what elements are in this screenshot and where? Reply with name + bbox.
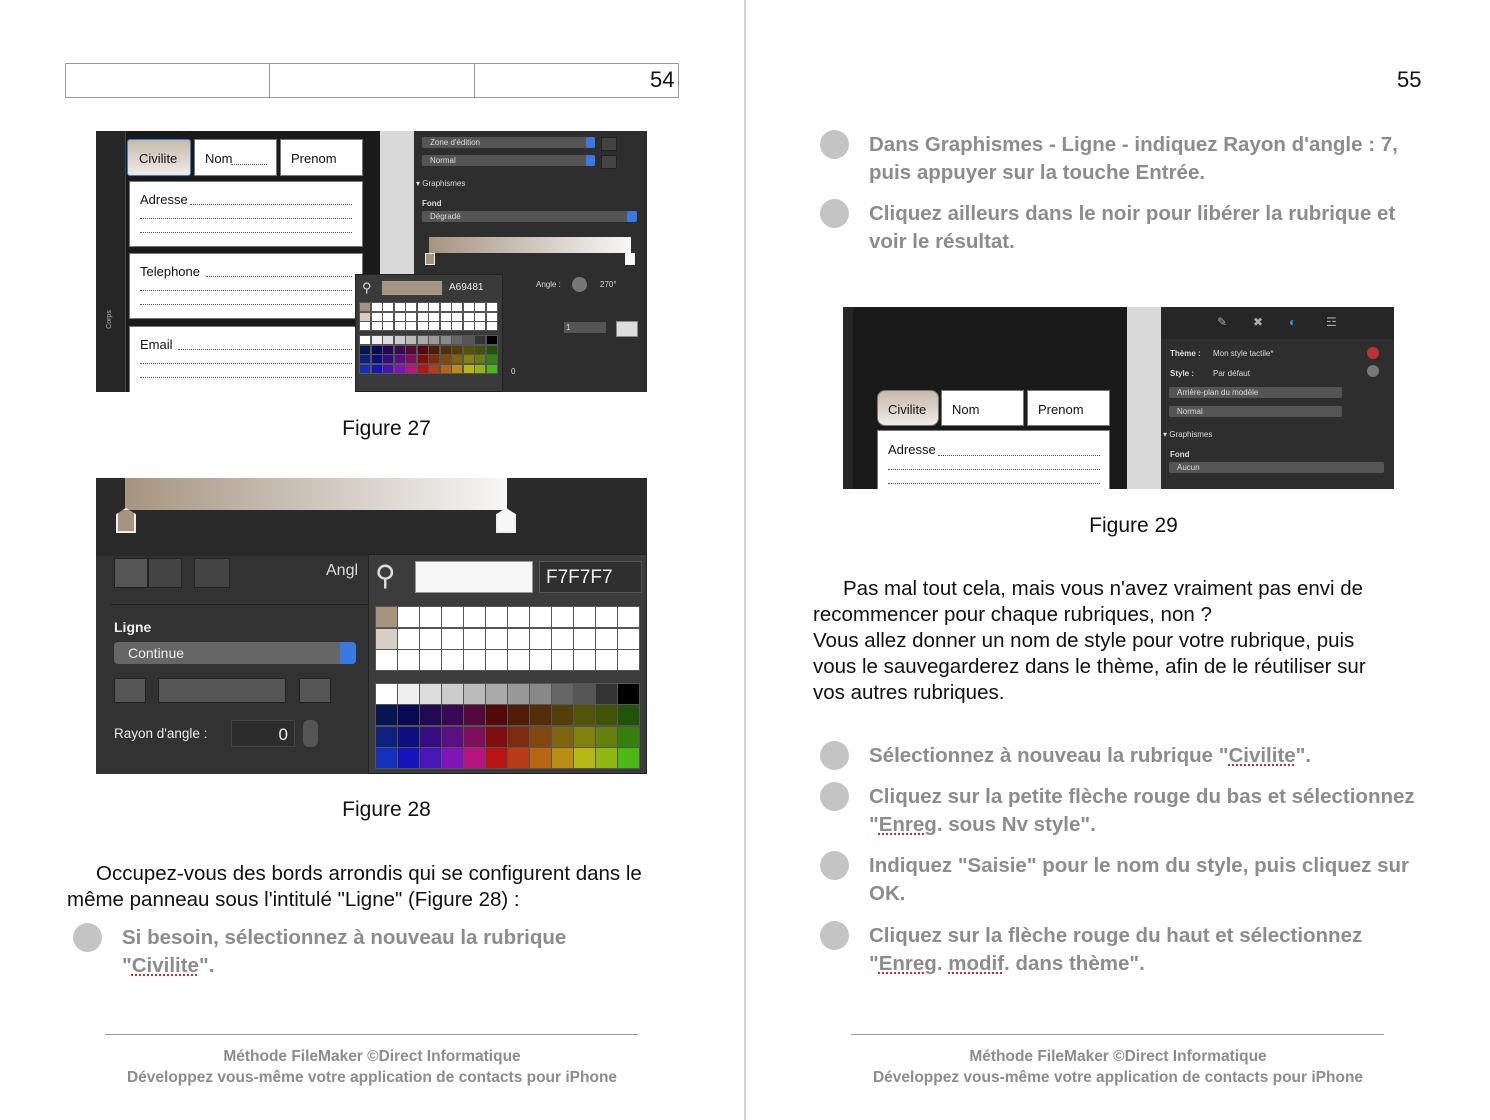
figure-28-screenshot: Angl Ligne Continue Rayon d'angle : 0 ⚲ F7F7F7 xyxy=(96,478,647,774)
color-swatch[interactable] xyxy=(574,684,595,704)
color-swatch[interactable] xyxy=(395,322,405,330)
color-picker-popup xyxy=(355,274,503,392)
color-swatch[interactable] xyxy=(441,303,451,311)
color-swatch[interactable] xyxy=(508,607,529,627)
normal-select[interactable]: Normal xyxy=(422,155,595,166)
color-swatch[interactable] xyxy=(398,650,419,670)
color-swatch[interactable] xyxy=(452,322,462,330)
color-swatch[interactable] xyxy=(464,705,485,725)
telephone-field[interactable]: Telephone xyxy=(129,253,363,319)
nom-field[interactable]: Nom xyxy=(941,390,1024,426)
color-picker-popup xyxy=(368,554,647,774)
color-swatch[interactable] xyxy=(376,748,397,768)
figure-28-caption: Figure 28 xyxy=(342,798,431,821)
bullet-item: Dans Graphismes - Ligne - indiquez Rayon d'angle : 7, puis appuyer sur la touche Entrée. xyxy=(820,131,1430,187)
color-swatch[interactable] xyxy=(508,650,529,670)
color-swatch[interactable] xyxy=(442,650,463,670)
color-swatch[interactable] xyxy=(487,355,497,363)
color-swatch[interactable] xyxy=(486,629,507,649)
color-swatch[interactable] xyxy=(418,346,428,354)
color-preview xyxy=(382,281,442,295)
right-page xyxy=(746,0,1490,1120)
bullet-dot xyxy=(73,923,102,952)
color-swatch[interactable] xyxy=(372,313,382,321)
color-swatch[interactable] xyxy=(618,629,639,649)
color-swatch[interactable] xyxy=(376,727,397,747)
color-swatch[interactable] xyxy=(574,748,595,768)
color-swatch[interactable] xyxy=(429,336,439,344)
color-swatch[interactable] xyxy=(596,629,617,649)
color-swatch[interactable] xyxy=(452,303,462,311)
color-swatch[interactable] xyxy=(464,303,474,311)
nom-field[interactable]: Nom xyxy=(194,139,277,176)
color-swatch[interactable] xyxy=(486,684,507,704)
color-swatch[interactable] xyxy=(372,303,382,311)
color-swatch[interactable] xyxy=(418,322,428,330)
paragraph: Pas mal tout cela, mais vous n'avez vraiment pas envi de recommencer pour chaque rubriques, non ? Vous allez donner un nom de style pour votre rubrique, puis vous le sauvegarderez dans le thème, afin de le réutiliser sur vos autres rubriques. xyxy=(813,577,1366,704)
fond-select[interactable]: Aucun xyxy=(1169,462,1384,473)
figure-27-caption: Figure 27 xyxy=(342,417,431,440)
color-swatch[interactable] xyxy=(464,748,485,768)
color-swatch[interactable] xyxy=(487,303,497,311)
color-swatch[interactable] xyxy=(395,355,405,363)
color-swatch[interactable] xyxy=(452,365,462,373)
color-swatch[interactable] xyxy=(442,727,463,747)
color-swatch[interactable] xyxy=(360,355,370,363)
color-swatch[interactable] xyxy=(618,684,639,704)
color-swatch[interactable] xyxy=(475,303,485,311)
color-swatch[interactable] xyxy=(508,727,529,747)
gradient-stop-right[interactable] xyxy=(625,253,635,265)
color-swatch[interactable] xyxy=(441,355,451,363)
color-swatch[interactable] xyxy=(441,336,451,344)
figure-29-caption: Figure 29 xyxy=(1089,514,1178,537)
color-swatch[interactable] xyxy=(372,365,382,373)
paragraph: Occupez-vous des bords arrondis qui se configurent dans le même panneau sous l'intitulé "Ligne" (Figure 28) : xyxy=(67,862,642,911)
color-swatch[interactable] xyxy=(429,365,439,373)
bullet-item: Indiquez "Saisie" pour le nom du style, puis cliquez sur OK. xyxy=(820,852,1430,908)
color-swatch[interactable] xyxy=(508,705,529,725)
color-swatch[interactable] xyxy=(360,346,370,354)
color-swatch[interactable] xyxy=(429,313,439,321)
color-swatch[interactable] xyxy=(464,322,474,330)
color-swatch[interactable] xyxy=(552,629,573,649)
color-swatch[interactable] xyxy=(418,336,428,344)
color-swatch[interactable] xyxy=(398,727,419,747)
color-swatch[interactable] xyxy=(464,336,474,344)
color-swatch[interactable] xyxy=(486,727,507,747)
color-swatch[interactable] xyxy=(508,748,529,768)
color-swatch[interactable] xyxy=(360,303,370,311)
color-swatch[interactable] xyxy=(383,303,393,311)
color-swatch[interactable] xyxy=(464,727,485,747)
color-swatch[interactable] xyxy=(574,629,595,649)
color-swatch[interactable] xyxy=(475,313,485,321)
color-swatch[interactable] xyxy=(464,650,485,670)
color-swatch[interactable] xyxy=(530,705,551,725)
color-swatch[interactable] xyxy=(486,650,507,670)
tools-icon[interactable]: ✖ xyxy=(1253,315,1264,329)
fond-select[interactable]: Dégradé xyxy=(422,211,637,222)
color-swatch[interactable] xyxy=(596,705,617,725)
color-swatch[interactable] xyxy=(574,607,595,627)
color-swatch[interactable] xyxy=(475,322,485,330)
color-swatch[interactable] xyxy=(618,748,639,768)
color-swatch[interactable] xyxy=(552,607,573,627)
color-swatch[interactable] xyxy=(383,313,393,321)
color-swatch[interactable] xyxy=(618,607,639,627)
color-swatch[interactable] xyxy=(618,727,639,747)
color-swatch[interactable] xyxy=(442,684,463,704)
color-swatch[interactable] xyxy=(618,650,639,670)
color-swatch[interactable] xyxy=(406,346,416,354)
color-swatch[interactable] xyxy=(376,684,397,704)
bullet-item: Cliquez ailleurs dans le noir pour libérer la rubrique et voir le résultat. xyxy=(820,200,1430,256)
color-swatch[interactable] xyxy=(420,607,441,627)
color-swatch[interactable] xyxy=(574,727,595,747)
color-swatch[interactable] xyxy=(486,705,507,725)
linear-gradient-button[interactable] xyxy=(114,558,148,588)
color-swatch[interactable] xyxy=(487,313,497,321)
color-swatch[interactable] xyxy=(420,727,441,747)
color-swatch[interactable] xyxy=(475,365,485,373)
color-swatch[interactable] xyxy=(487,322,497,330)
color-swatch[interactable] xyxy=(406,322,416,330)
footer: Méthode FileMaker ©Direct Informatique Développez vous-même votre application de contacts pour iPhone xyxy=(872,1048,1364,1086)
ligne-style-select[interactable]: Continue xyxy=(114,642,356,664)
color-swatch[interactable] xyxy=(395,303,405,311)
bullet-item: Cliquez sur la petite flèche rouge du bas et sélectionnez "Enreg. sous Nv style". xyxy=(820,783,1430,839)
color-swatch[interactable] xyxy=(464,607,485,627)
bullet-item: Sélectionnez à nouveau la rubrique "Civilite". xyxy=(820,742,1430,770)
color-swatch[interactable] xyxy=(508,684,529,704)
normal-select[interactable]: Normal xyxy=(1169,406,1342,417)
color-swatch[interactable] xyxy=(420,748,441,768)
color-swatch[interactable] xyxy=(360,365,370,373)
color-swatch[interactable] xyxy=(429,303,439,311)
color-swatch[interactable] xyxy=(429,355,439,363)
color-swatch[interactable] xyxy=(420,705,441,725)
color-swatch[interactable] xyxy=(418,303,428,311)
color-swatch[interactable] xyxy=(376,607,397,627)
color-swatch[interactable] xyxy=(475,355,485,363)
color-swatch[interactable] xyxy=(530,607,551,627)
color-swatch[interactable] xyxy=(372,346,382,354)
header-table xyxy=(65,63,679,98)
rayon-stepper[interactable] xyxy=(303,720,318,747)
color-swatch[interactable] xyxy=(398,705,419,725)
color-swatch[interactable] xyxy=(398,748,419,768)
gradient-stop-left[interactable] xyxy=(425,253,435,265)
color-swatch[interactable] xyxy=(418,355,428,363)
color-swatch[interactable] xyxy=(487,346,497,354)
color-swatch[interactable] xyxy=(530,629,551,649)
swap-button[interactable] xyxy=(194,558,230,588)
color-swatch[interactable] xyxy=(596,684,617,704)
figure-29-screenshot: Civilite Nom Prenom Adresse ✎ ✖ ◐ ☲ Thème : Mon style tactile* Style : Par défaut Arrière-plan du modèle Normal ▾ Graphismes Fond Aucun xyxy=(843,307,1394,489)
database-icon[interactable]: ☲ xyxy=(1326,315,1337,329)
hex-value[interactable]: A69481 xyxy=(449,282,484,293)
color-swatch[interactable] xyxy=(452,346,462,354)
color-swatch[interactable] xyxy=(464,313,474,321)
color-swatch[interactable] xyxy=(383,355,393,363)
color-swatch[interactable] xyxy=(596,650,617,670)
color-swatch[interactable] xyxy=(596,748,617,768)
adresse-field[interactable]: Adresse xyxy=(877,430,1110,489)
civilite-field[interactable]: Civilite xyxy=(877,390,939,426)
color-swatch[interactable] xyxy=(442,748,463,768)
color-swatch[interactable] xyxy=(406,336,416,344)
color-swatch[interactable] xyxy=(464,629,485,649)
footer-rule xyxy=(105,1034,638,1035)
color-swatch[interactable] xyxy=(452,313,462,321)
color-swatch[interactable] xyxy=(429,346,439,354)
color-swatch[interactable] xyxy=(452,336,462,344)
color-swatch[interactable] xyxy=(487,336,497,344)
red-arrow-top[interactable] xyxy=(1367,347,1379,359)
adresse-field[interactable]: Adresse xyxy=(129,181,363,247)
color-swatch[interactable] xyxy=(441,365,451,373)
footer: Méthode FileMaker ©Direct Informatique Développez vous-même votre application de contacts pour iPhone xyxy=(126,1048,618,1086)
graphismes-label: ▾ Graphismes xyxy=(416,179,466,188)
red-arrow-bottom[interactable] xyxy=(1367,365,1379,377)
color-swatch[interactable] xyxy=(376,629,397,649)
color-swatch[interactable] xyxy=(406,303,416,311)
color-swatch[interactable] xyxy=(530,650,551,670)
color-swatch[interactable] xyxy=(574,705,595,725)
brush-icon[interactable]: ✎ xyxy=(1217,315,1228,329)
color-swatch[interactable] xyxy=(372,336,382,344)
civilite-field[interactable]: Civilite xyxy=(127,139,191,176)
color-swatch[interactable] xyxy=(618,705,639,725)
color-swatch[interactable] xyxy=(486,748,507,768)
bullet-item: Cliquez sur la flèche rouge du haut et sélectionnez "Enreg. modif. dans thème". xyxy=(820,922,1430,978)
color-swatch[interactable] xyxy=(376,705,397,725)
color-swatch[interactable] xyxy=(429,322,439,330)
color-swatch[interactable] xyxy=(530,748,551,768)
hex-input[interactable]: F7F7F7 xyxy=(539,561,642,593)
search-icon[interactable]: ⚲ xyxy=(375,560,396,591)
color-swatch[interactable] xyxy=(552,650,573,670)
color-swatch[interactable] xyxy=(395,346,405,354)
color-swatch[interactable] xyxy=(441,313,451,321)
color-swatch[interactable] xyxy=(475,346,485,354)
color-swatch[interactable] xyxy=(372,322,382,330)
angle-dial[interactable] xyxy=(572,277,587,292)
page-number: 54 xyxy=(650,67,675,92)
color-swatch[interactable] xyxy=(552,748,573,768)
color-swatch[interactable] xyxy=(406,313,416,321)
color-swatch[interactable] xyxy=(420,650,441,670)
color-swatch[interactable] xyxy=(360,336,370,344)
color-swatch[interactable] xyxy=(464,346,474,354)
color-swatch[interactable] xyxy=(398,629,419,649)
color-swatch[interactable] xyxy=(406,355,416,363)
color-swatch[interactable] xyxy=(383,322,393,330)
color-swatch[interactable] xyxy=(383,365,393,373)
color-swatch[interactable] xyxy=(552,684,573,704)
zone-select[interactable]: Zone d'édition xyxy=(422,137,595,148)
gradient-bar[interactable] xyxy=(125,478,507,510)
color-swatch[interactable] xyxy=(420,629,441,649)
color-swatch[interactable] xyxy=(596,607,617,627)
corps-label: Corps xyxy=(105,310,113,329)
color-swatch[interactable] xyxy=(418,365,428,373)
color-swatch[interactable] xyxy=(486,607,507,627)
bullet-item: Si besoin, sélectionnez à nouveau la rubrique "Civilite". xyxy=(73,924,633,980)
left-page xyxy=(0,0,744,1120)
color-swatch[interactable] xyxy=(420,684,441,704)
color-swatch[interactable] xyxy=(464,365,474,373)
color-swatch[interactable] xyxy=(398,607,419,627)
color-swatch[interactable] xyxy=(530,684,551,704)
color-swatch[interactable] xyxy=(464,684,485,704)
palette-icon[interactable]: ◐ xyxy=(1289,315,1297,329)
prenom-field[interactable]: Prenom xyxy=(1027,390,1110,426)
color-swatch[interactable] xyxy=(398,684,419,704)
page-number: 55 xyxy=(1397,67,1422,92)
radial-gradient-button[interactable] xyxy=(148,558,182,588)
color-swatch[interactable] xyxy=(464,355,474,363)
footer-rule xyxy=(851,1034,1384,1035)
figure-27-screenshot: Corps Civilite Nom Prenom Adresse Telephone Email Zone d'édition Normal ▾ Graphismes Fond Dégradé Angle : 270° 1 0 ⚲ A69481 xyxy=(96,131,647,392)
color-swatch[interactable] xyxy=(452,355,462,363)
color-swatch[interactable] xyxy=(406,365,416,373)
color-swatch[interactable] xyxy=(596,727,617,747)
color-swatch[interactable] xyxy=(441,346,451,354)
color-swatch[interactable] xyxy=(395,313,405,321)
rayon-input[interactable]: 0 xyxy=(231,720,295,747)
color-swatch[interactable] xyxy=(376,650,397,670)
color-swatch[interactable] xyxy=(487,365,497,373)
color-swatch[interactable] xyxy=(442,629,463,649)
color-swatch[interactable] xyxy=(530,727,551,747)
color-swatch[interactable] xyxy=(360,322,370,330)
arriere-select[interactable]: Arrière-plan du modèle xyxy=(1169,387,1342,398)
color-swatch[interactable] xyxy=(395,336,405,344)
color-swatch[interactable] xyxy=(418,313,428,321)
color-swatch[interactable] xyxy=(395,365,405,373)
color-swatch[interactable] xyxy=(552,705,573,725)
color-swatch[interactable] xyxy=(383,336,393,344)
color-swatch[interactable] xyxy=(441,322,451,330)
email-field[interactable]: Email xyxy=(129,326,363,392)
color-swatch[interactable] xyxy=(574,650,595,670)
color-swatch[interactable] xyxy=(442,607,463,627)
color-swatch[interactable] xyxy=(383,346,393,354)
gradient-bar[interactable] xyxy=(429,237,631,253)
color-swatch[interactable] xyxy=(372,355,382,363)
prenom-field[interactable]: Prenom xyxy=(280,139,363,176)
color-swatch[interactable] xyxy=(442,705,463,725)
search-icon[interactable]: ⚲ xyxy=(362,280,372,295)
color-swatch[interactable] xyxy=(552,727,573,747)
color-swatch[interactable] xyxy=(508,629,529,649)
color-swatch[interactable] xyxy=(475,336,485,344)
color-swatch[interactable] xyxy=(360,313,370,321)
color-preview xyxy=(415,561,533,593)
